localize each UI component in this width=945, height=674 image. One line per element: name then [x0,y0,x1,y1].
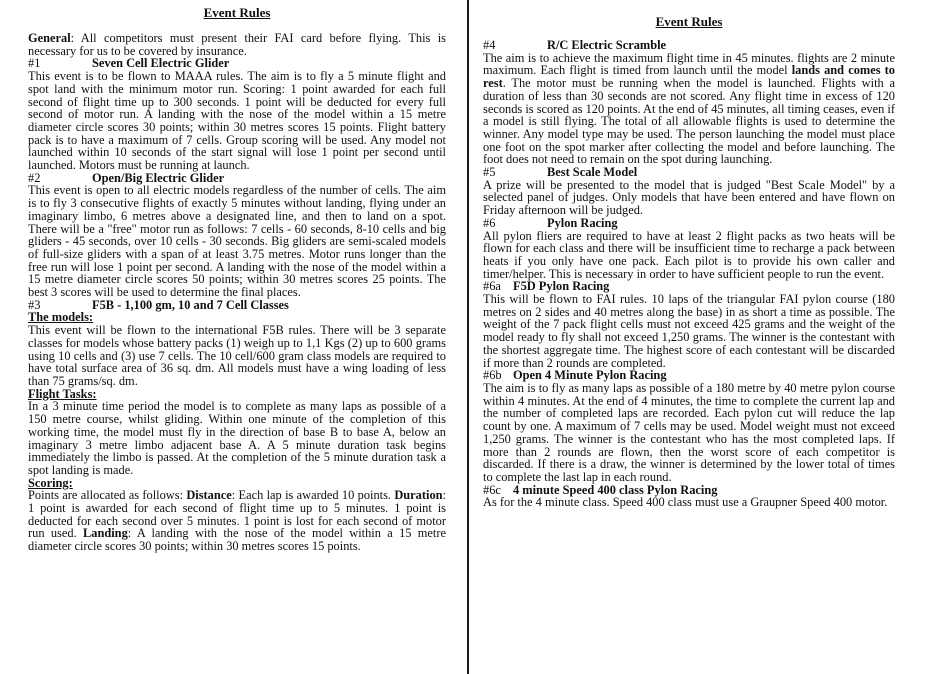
event-2-name: Open/Big Electric Glider [92,170,225,185]
event-6a-number: #6a [483,279,501,294]
event-5-name: Best Scale Model [547,165,638,180]
event-6-name: Pylon Racing [547,215,618,230]
right-heading: Event Rules [655,14,723,29]
event-6c-name: 4 minute Speed 400 class Pylon Racing [513,482,718,497]
event-6a-text: This will be flown to FAI rules. 10 laps of the triangular FAI pylon course (180 metres on 2 sides and 40 metres along the base) in as short a time as possible. The weight of the 7 pack flight cells must not exceed 425 grams and the weight of the model ready to fly shall not exceed 1,250 grams. The winner is the contestant with the shortest aggregate time. The highest score of each contestant will be discarded if more than 2 rounds are completed. [483,292,895,370]
event-4-text [483,52,895,166]
event-6c-number: #6c [483,482,501,497]
event-3-number: #3 [28,297,41,312]
event-2-number: #2 [28,170,41,185]
event-4-number: #4 [483,38,496,52]
event-4-text-part-2: . The motor must be running when the model is launched. Flights with a duration of less than 30 seconds are not scored. Any flight time in excess of 120 seconds is scored as 120 points. At the end of 45 minutes, all timing ceases, even if a model is still flying. The total of all allowable flights is used to determine the winner. Any model type may be used. The person launching the model must place one foot on the spot marker after collecting the model and before launching. The foot does not need to remain on the spot during launching. [483,76,895,167]
landing-text: : A landing with the nose of the model within a 15 metre diameter circle scores 30 points; within 30 metres scores 15 points. [28,526,446,554]
event-6-text: All pylon fliers are required to have at least 2 flight packs as two heats will be flown for each class and there will be insufficient time to recharge a pack between heats if you only have one pack. Each pilot is to provide his own caller and timer/helper. This is necessary in order to have sufficient people to run the event. [483,228,895,281]
event-6b-number: #6b [483,368,502,383]
event-4-text-part-1: The aim is to achieve the maximum flight time in 45 minutes. flights are 2 minute maximum. Each flight is timed from launch until the model [483,50,895,78]
duration-text: : 1 point is awarded for each second of flight time up to 5 minutes. 1 point is deducted for each second over 5 minutes. 1 point is lost for each second of motor run used. [28,488,446,541]
event-4-bold-phrase: lands and comes to rest [483,63,895,91]
general-text: : All competitors must present their FAI card before flying. This is necessary for us to be covered by insurance. [28,31,446,58]
scoring-subheading: Scoring: [28,475,73,490]
models-text: This event will be flown to the international F5B rules. There will be 3 separate classes for models whose battery packs (1) weigh up to 1,1 Kgs (2) up to 600 grams using 10 cells and (3) use 7 cells. The 10 cell/600 gram class models are required to have total surface area of 36 sq. dm. All models must have a wing loading of less than 75 grams/sq. dm. [28,323,446,388]
event-4-name: R/C Electric Scramble [547,38,667,52]
distance-label: Distance [186,488,232,503]
right-column [483,0,895,509]
event-2-text: This event is open to all electric models regardless of the number of cells. The aim is to fly 3 consecutive flights of exactly 5 minutes without landing, flying under an imaginary limbo, 6 metres above a designated line, and then to land on a spot. There will be a "free" motor run as follows: 7 cells - 60 seconds, 8-10 cells and big gliders - 45 seconds, over 10 cells - 30 seconds. Big gliders are semi-scaled models of full-size gliders with a span of at least 3.75 metres. Motor runs longer than the free run will lose 1 point per second. A landing with the nose of the model within a 15 metre diameter circle scores 50 points; within 30 metres scores 25 points. The best 3 scores will be used to determine the final places. [28,183,446,300]
event-6b-name: Open 4 Minute Pylon Racing [513,368,667,383]
event-3-name: F5B - 1,100 gm, 10 and 7 Cell Classes [92,297,289,312]
event-5-number: #5 [483,165,496,180]
scoring-intro: Points are allocated as follows: [28,488,187,503]
general-label: General [28,31,71,45]
left-heading: Event Rules [203,5,271,20]
flight-tasks-subheading: Flight Tasks: [28,386,97,401]
left-column [28,0,446,553]
event-6a-name: F5D Pylon Racing [513,279,610,294]
event-1-number: #1 [28,56,41,71]
event-1-text: This event is to be flown to MAAA rules. The aim is to fly a 5 minute flight and spot land with the minimum motor run. Scoring: 1 point awarded for each full second of flight time up to 300 seconds. 1 point will be deducted for every full second of motor run. A landing with the nose of the model within a 15 metre diameter circle scores 30 points; within 30 metres scores 15 points. Flight battery pack is to have a maximum of 7 cells. Group scoring will be used. Any model not launched within 10 seconds of the start signal will lose 1 point per second until launched. Motors must be running at launch. [28,69,446,173]
event-6-title [483,217,895,230]
general-paragraph [28,32,446,57]
landing-label: Landing [83,526,128,541]
duration-label: Duration [394,488,443,503]
event-5-text: A prize will be presented to the model that is judged "Best Scale Model" by a selected panel of judges. Only models that have been entered and have flown on Friday afternoon will be judged. [483,177,895,218]
event-6-number: #6 [483,215,496,230]
models-subheading: The models: [28,310,94,325]
event-5-title [483,166,895,179]
column-divider [467,0,469,674]
distance-text: : Each lap is awarded 10 points. [231,488,395,503]
flight-tasks-text: In a 3 minute time period the model is to complete as many laps as possible of a 150 metre course, whilst gliding. Within one minute of the completion of this working time, the model must fly in the direction of base B to base A, below an imaginary 3 metre limbo adjacent base A. A 5 minute duration task begins immediately the limbo is passed. At the completion of the 5 minute duration task a spot landing is made. [28,399,446,477]
event-6b-text: The aim is to fly as many laps as possible of a 180 metre by 40 metre pylon course within 4 minutes. At the end of 4 minutes, the time to complete the current lap and the number of completed laps are recorded. Each pylon cut will reduce the lap count by one. A maximum of 7 cells may be used. Model weight must not exceed 1,250 grams. The winner is the contestant who has the most completed laps. If more than 2 rounds are flown, then the worst score of each competitor is discarded. If there is a draw, the winner is determined by the lower total of times to complete the last lap in each round. [483,380,895,484]
scoring-text [28,489,446,553]
event-1-name: Seven Cell Electric Glider [92,56,230,71]
event-6c-text: As for the 4 minute class. Speed 400 class must use a Graupner Speed 400 motor. [483,495,888,510]
